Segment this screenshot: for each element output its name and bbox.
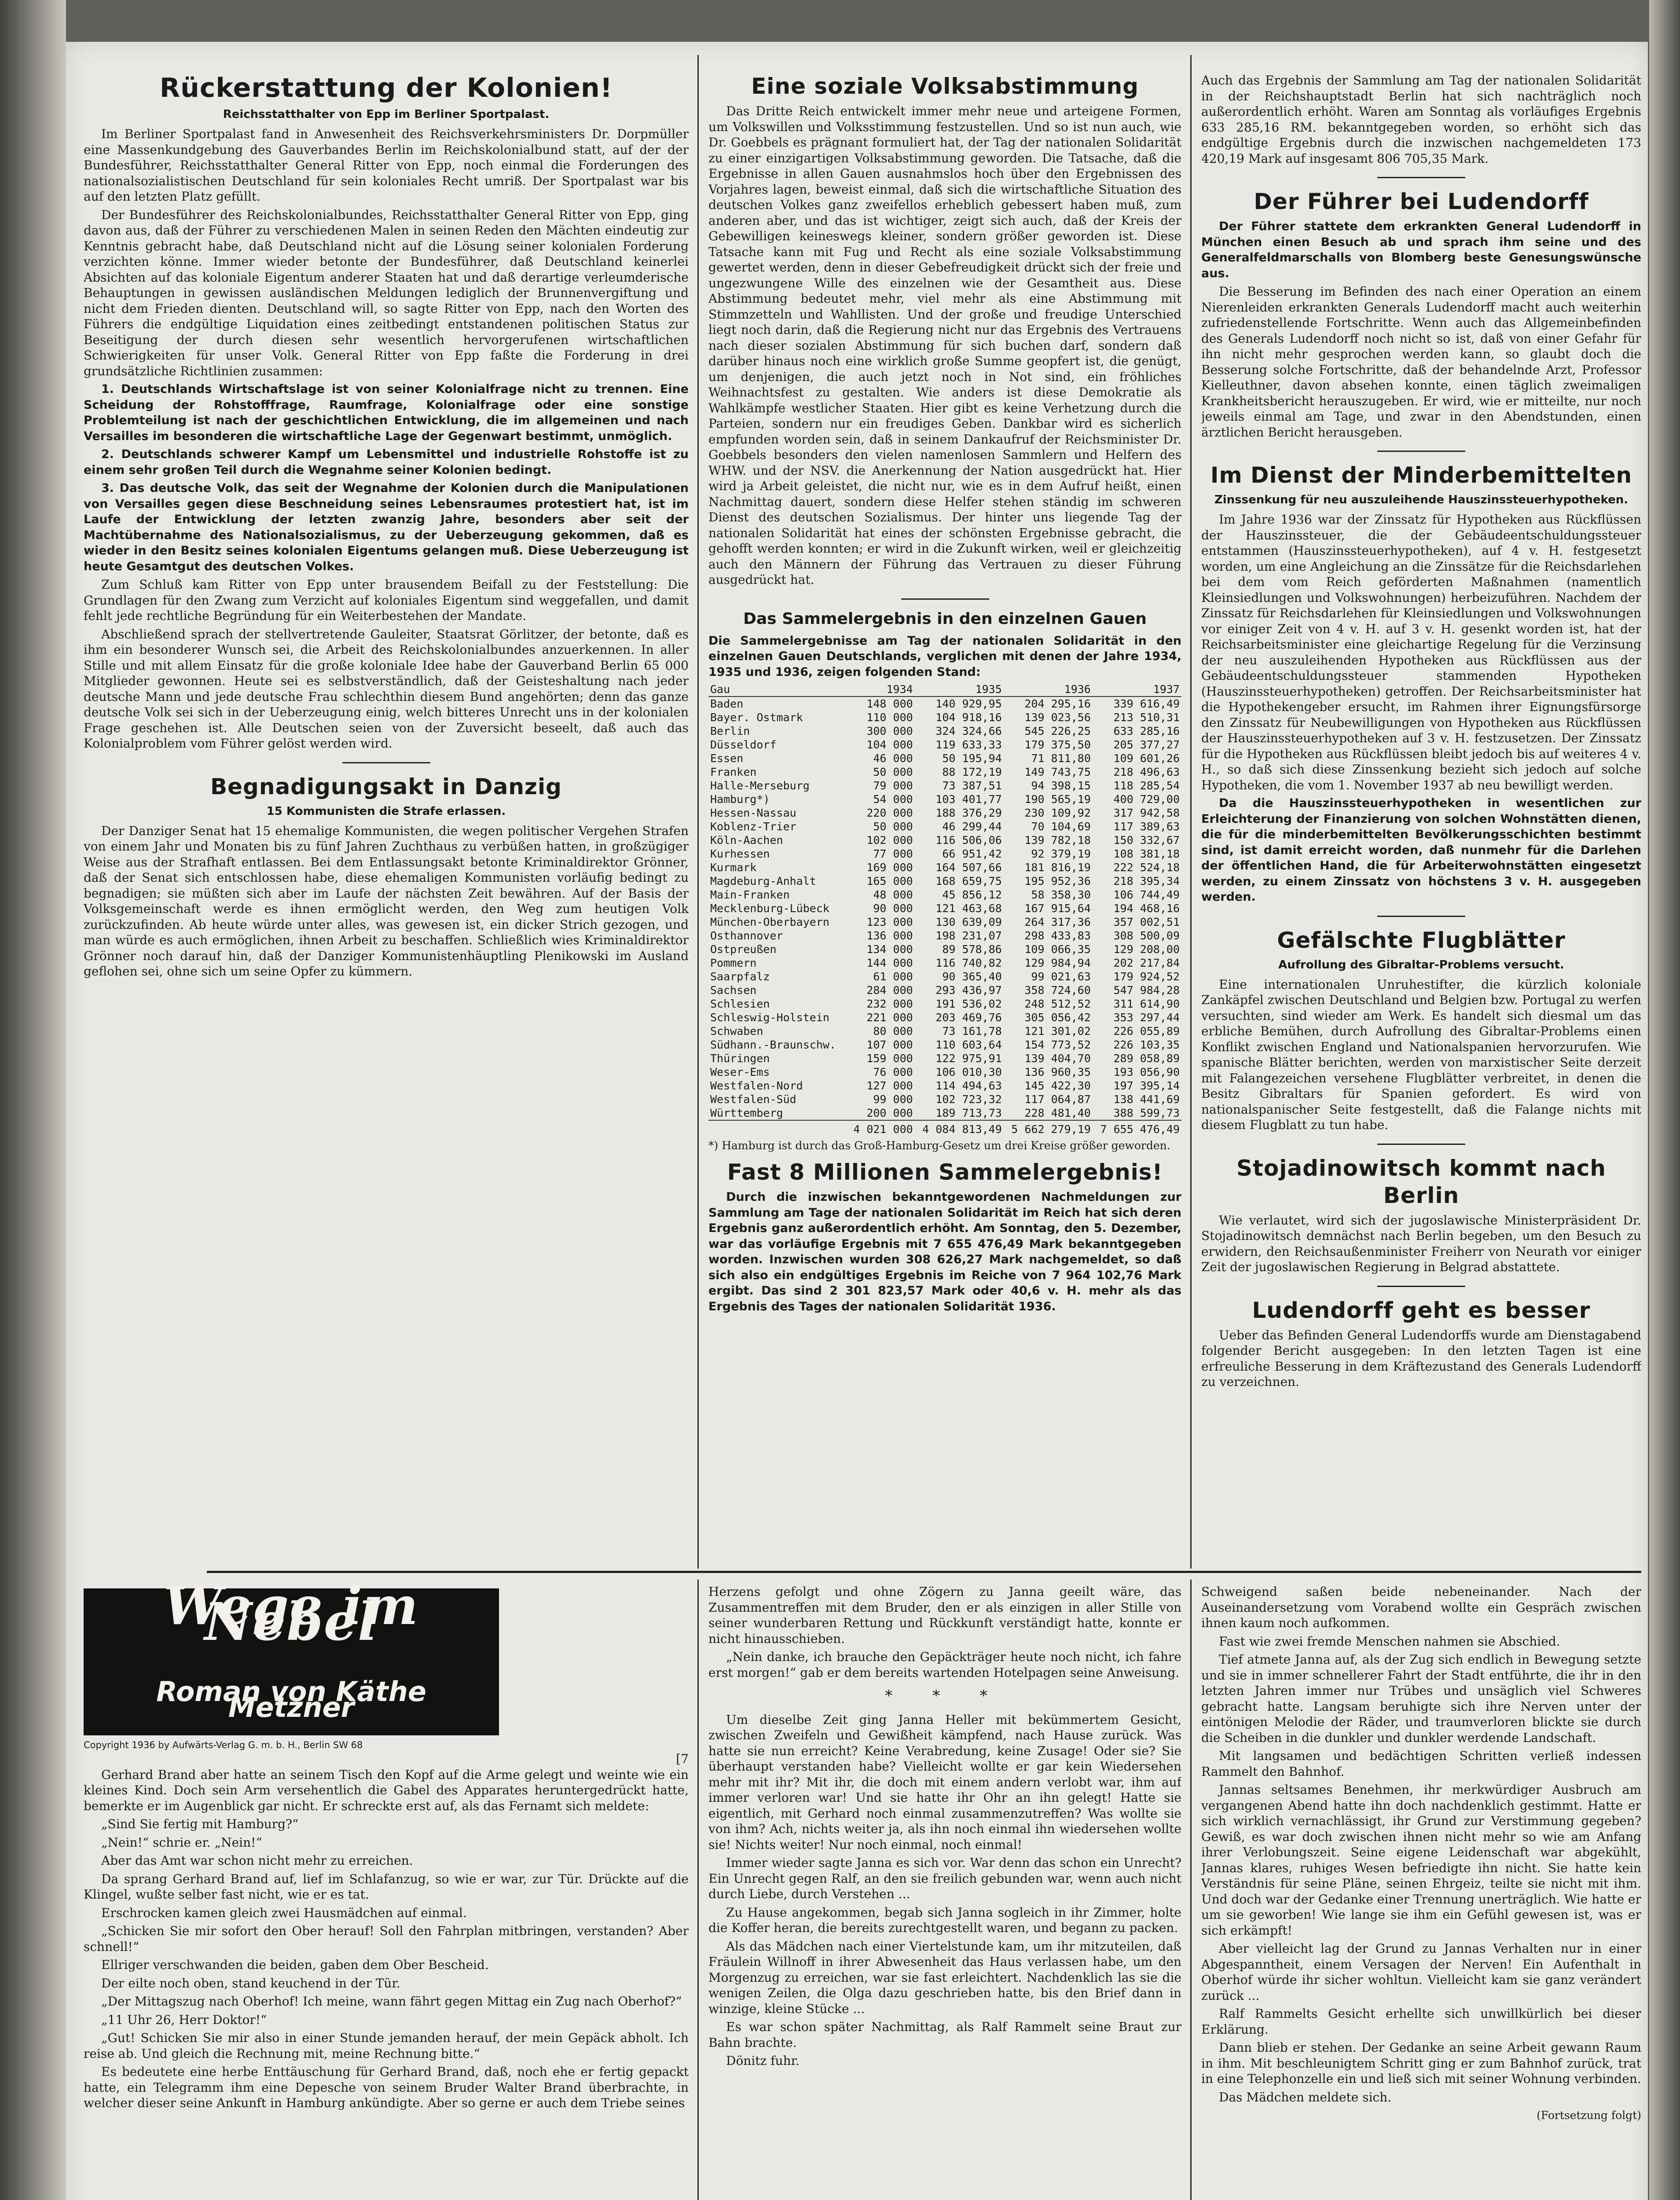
flug-subtitle: Aufrollung des Gibraltar-Problems versucht. bbox=[1278, 958, 1564, 972]
gau-value-cell: 191 536,02 bbox=[935, 997, 1002, 1010]
article-separator bbox=[1377, 177, 1465, 178]
novel-paragraph: Ralf Rammelts Gesicht erhellte sich unwillkürlich bei dieser Erklärung. bbox=[1201, 2006, 1641, 2037]
novel-paragraph: Tief atmete Janna auf, als der Zug sich endlich in Bewegung setzte und sie in immer schnellerer Fahrt der Stadt entführte, die ihr in den letzten Jahren immer nur Trübes und unsäglich viel Schweres gebracht hatte. Langsam beruhigte sich ihre Nerven unter der eintönigen Melodie der Räder, und traumverloren blickte sie durch die Scheiben in die dunkler und dunkler werdende Landschaft. bbox=[1201, 1652, 1641, 1745]
gau-value-cell: 136 960,35 bbox=[1024, 1066, 1091, 1078]
danzig-headline: Begnadigungsakt in Danzig bbox=[210, 774, 562, 799]
table-row bbox=[708, 779, 1181, 792]
gau-value-cell: 159 000 bbox=[866, 1052, 913, 1065]
gau-value-cell: 165 000 bbox=[866, 875, 913, 887]
table-row bbox=[708, 806, 1181, 820]
novel-paragraph: Erschrocken kamen gleich zwei Hausmädchen auf einmal. bbox=[101, 1905, 467, 1920]
novel-paragraph: Es war schon später Nachmittag, als Ralf Rammelt seine Braut zur Bahn brachte. bbox=[708, 2020, 1181, 2050]
novel-paragraph: Der eilte noch oben, stand keuchend in der Tür. bbox=[101, 1976, 400, 1991]
gau-value-cell: 168 659,75 bbox=[935, 875, 1002, 887]
gau-name-cell: Halle-Merseburg bbox=[710, 779, 810, 792]
table-row bbox=[708, 738, 1181, 752]
gau-value-cell: 324 324,66 bbox=[935, 725, 1002, 737]
table-header: 1935 bbox=[915, 682, 1004, 697]
ludendorff-lead: Der Führer stattete dem erkrankten General Ludendorff in München einen Besuch ab und sprach ihm seine und des Generalfeldmarschalls von Blomberg beste Genesungswünsche aus. bbox=[1201, 220, 1641, 280]
gau-value-cell: 79 000 bbox=[873, 779, 913, 792]
colonies-point: 3. Das deutsche Volk, das seit der Wegnahme der Kolonien durch die Manipulationen von Versailles gegen diese Beschneidung seines Lebensraumes protestiert hat, ist im Laufe der Entwicklung der letzten zwanzig Jahre, besonders aber seit der Machtübernahme des Nationalsozialismus, zu der Ueberzeugung gekommen, daß es wieder in den Besitz seines kolonialen Eigentums gelangen muß. Diese Ueberzeugung ist heute Gesamtgut des deutschen Volkes. bbox=[84, 481, 689, 573]
gau-value-cell: 179 375,50 bbox=[1024, 738, 1091, 751]
millions-headline: Fast 8 Millionen Sammelergebnis! bbox=[727, 1159, 1163, 1185]
gau-value-cell: 99 021,63 bbox=[1031, 970, 1091, 983]
novel-title: Wege im Nebel bbox=[163, 1584, 419, 1652]
gau-value-cell: 213 510,31 bbox=[1113, 711, 1180, 724]
gau-value-cell: 220 000 bbox=[866, 807, 913, 819]
gau-name-cell: Kurmark bbox=[710, 861, 757, 874]
gau-value-cell: 109 601,26 bbox=[1113, 752, 1180, 765]
gau-value-cell: 197 395,14 bbox=[1113, 1079, 1180, 1092]
gau-value-cell: 400 729,00 bbox=[1113, 793, 1180, 806]
gau-value-cell: 193 056,90 bbox=[1113, 1066, 1180, 1078]
gau-value-cell: 145 422,30 bbox=[1024, 1079, 1091, 1092]
table-header: 1936 bbox=[1004, 682, 1093, 697]
minder-paragraph: Da die Hauszinssteuerhypotheken in wesentlichen zur Erleichterung der Finanzierung von solchen Wohnstätten dienen, die für die minderbemittelten Bevölkerungsschichten bestimmt sind, ist damit erreicht worden, daß nunmehr für die Darlehen der öffentlichen Hand, die für Arbeiterwohnstätten eingesetzt werden, zu einem Zinssatz von höchstens 3 v. H. ausgegeben werden. bbox=[1201, 796, 1641, 904]
table-row bbox=[708, 1024, 1181, 1038]
table-row bbox=[708, 1093, 1181, 1106]
gau-value-cell: 226 103,35 bbox=[1113, 1038, 1180, 1051]
danzig-subtitle: 15 Kommunisten die Strafe erlassen. bbox=[266, 804, 506, 818]
gau-value-cell: 169 000 bbox=[866, 861, 913, 874]
gau-value-cell: 179 924,52 bbox=[1113, 970, 1180, 983]
minder-headline: Im Dienst der Minderbemittelten bbox=[1210, 462, 1632, 488]
column-rule bbox=[1190, 55, 1192, 1569]
flug-paragraph: Eine internationalen Unruhestifter, die kürzlich koloniale Zankäpfel zwischen Deutschland und Belgien bzw. Portugal zu werfen versuchten, sind wieder am Werk. Es handelt sich diesmal um das erbliche Bemühen, durch Aufrollung des Gibraltar-Problems einen Konflikt zwischen England und Nationalspanien hervorzurufen. Wie spanische Blätter berichten, werden von marxistischer Seite derzeit mit Falangezeichen versehene Flugblätter verbreitet, in denen die Besitz Gibraltars für Spanien gefordert. Es wird von nationalspanischer Seite festgestellt, daß die Falange nichts mit diesem Flugblatt zu tun habe. bbox=[1201, 977, 1641, 1132]
gau-value-cell: 58 358,30 bbox=[1031, 888, 1091, 901]
gau-value-cell: 205 377,27 bbox=[1113, 738, 1180, 751]
table-row bbox=[708, 697, 1181, 711]
gau-value-cell: 164 507,66 bbox=[935, 861, 1002, 874]
table-row bbox=[708, 1079, 1181, 1093]
gau-value-cell: 109 066,35 bbox=[1024, 943, 1091, 956]
millions-paragraph: Auch das Ergebnis der Sammlung am Tag der nationalen Solidarität in der Reichshauptstadt Berlin hat sich nachträglich noch außerordentlich erhöht. Waren am Sonntag als vorläufiges Ergebnis 633 285,16 RM. bekanntgegeben worden, so erhöht sich das endgültige Ergebnis durch die inzwischen nachgemeldeten 173 420,19 Mark auf insgesamt 806 705,35 Mark. bbox=[1201, 73, 1641, 166]
gau-name-cell: Baden bbox=[710, 697, 744, 710]
gau-value-cell: 149 743,75 bbox=[1024, 766, 1091, 778]
novel-paragraph: Schweigend saßen beide nebeneinander. Nach der Auseinandersetzung vom Vorabend wollte ein Gespräch zwischen ihnen kaum noch aufkommen. bbox=[1201, 1584, 1641, 1630]
gau-value-cell: 102 723,32 bbox=[935, 1093, 1002, 1106]
article-separator bbox=[901, 598, 989, 600]
column-2 bbox=[708, 73, 1181, 1564]
gau-name-cell: Südhann.-Braunschw. bbox=[710, 1038, 836, 1051]
gau-value-cell: 121 463,68 bbox=[935, 902, 1002, 915]
gau-value-cell: 358 724,60 bbox=[1024, 984, 1091, 997]
colonies-paragraph: Zum Schluß kam Ritter von Epp unter brausendem Beifall zu der Feststellung: Die Grundlagen für den Zwang zum Verzicht auf koloniales Eigentum sind weggefallen, und damit fehlt jede rechtliche Begründung für ein Weiterbestehen der Mandate. bbox=[84, 577, 689, 623]
gau-value-cell: 76 000 bbox=[873, 1066, 913, 1078]
gau-total-cell: 7 655 476,49 bbox=[1093, 1120, 1181, 1136]
gau-value-cell: 89 578,86 bbox=[942, 943, 1002, 956]
vote-paragraph: Das Dritte Reich entwickelt immer mehr neue und arteigene Formen, um Volkswillen und Volksstimmung festzustellen. Und so ist nun auch, wie Dr. Goebbels es prägnant formuliert hat, der Tag der nationalen Solidarität zu einer einzigartigen Volksabstimmung geworden. Die Tatsache, daß die Ergebnisse in allen Gauen ausnahmslos hoch über den Ergebnissen des Vorjahres lagen, beweist einmal, daß sich die wirtschaftliche Situation des deutschen Volkes ganz zweifellos erheblich gebessert haben muß, zum anderen aber, und das ist wichtiger, zeigt sich auch, daß der Kreis der Gebewilligen keineswegs kleiner, sondern größer geworden ist. Diese Tatsache kann mit Fug und Recht als eine soziale Volksabstimmung gewertet werden, denn in dieser Gebefreudigkeit drückt sich der freie und ungezwungene Wille des einzelnen wie der Gesamtheit aus. Diese Abstimmung bedeutet mehr, viel mehr als eine Abstimmung mit Stimmzetteln und Wahllisten. Und der große und freudige Unterschied liegt noch darin, daß die Regierung nicht nur das Ergebnis des Vertrauens nach dieser sozialen Abstimmung für sich buchen darf, sondern daß darüber hinaus noch eine wirklich große Summe geopfert ist, die genügt, um denjenigen, die auch jetzt noch in Not sind, ein fröhliches Weihnachtsfest zu gestalten. Wie anders ist diese Demokratie als Wahlkämpfe westlicher Staaten. Hier gibt es keine Verhetzung durch die Parteien, sondern nur ein freudiges Geben. Dankbar wird es sicherlich empfunden worden sein, daß in seinem Dankaufruf der Reichsminister Dr. Goebbels besonders den vielen namenlosen Sammlern und Helfern des WHW. und der NSV. die Anerkennung der Nation ausgedrückt hat. Hier wird ja Arbeit geleistet, die nicht nur, wie es in dem Aufruf heißt, einen Nachmittag dauert, sondern diese Helfer stehen ständig im schweren Dienst des deutschen Sozialismus. Der hinter uns liegende Tag der nationalen Solidarität hat eines der schönsten Ergebnisse gebracht, die gehofft werden konnten; er wird in die Zukunft wirken, weil er gleichzeitig auch den Männern der Führung das Vertrauen zu dieser Führung ausgedrückt hat. bbox=[708, 104, 1181, 587]
column-rule bbox=[1190, 1580, 1192, 2200]
column-rule bbox=[697, 1580, 699, 2200]
novel-paragraph: Um dieselbe Zeit ging Janna Heller mit bekümmertem Gesicht, zwischen Zweifeln und Gewißheit kämpfend, nach Hause zurück. Was hatte sie nun erreicht? Keine Verabredung, keine Zusage! Oder sie? Sie überhaupt verstanden habe? Vielleicht wollte er gar kein Wiedersehen mehr mit ihr? Mit ihr, die doch mit einem andern verlobt war, ihm auf immer verloren war! Und sie hatte ihr Ohr an ihn gelegt! Hatte sie eigentlich, mit Gerhard noch einmal zusammenzutreffen? Was wollte sie von ihm? Ach, nichts weiter ja, als ihn noch einmal ihn wiedersehen wollte sie! Nichts weiter! Nur noch einmal, noch einmal! bbox=[708, 1712, 1181, 1852]
novel-paragraph: „Der Mittagszug nach Oberhof! Ich meine, wann fährt gegen Mittag ein Zug nach Oberhof?“ bbox=[101, 1994, 682, 2009]
gau-value-cell: 123 000 bbox=[866, 916, 913, 928]
gau-name-cell: Weser-Ems bbox=[710, 1066, 770, 1078]
gau-value-cell: 388 599,73 bbox=[1113, 1107, 1180, 1119]
novel-paragraph: Es bedeutete eine herbe Enttäuschung für Gerhard Brand, daß, noch ehe er fertig gepackt hatte, ein Telegramm ihm eine Depesche von seinem Bruder Walter Brand überbrachte, in welcher dieser seine Ankunft in Hamburg ankündigte. Aber so gerne er auch dem Triebe seines bbox=[84, 2064, 689, 2110]
gau-value-cell: 248 512,52 bbox=[1024, 997, 1091, 1010]
table-row bbox=[708, 1065, 1181, 1079]
gau-value-cell: 218 496,63 bbox=[1113, 766, 1180, 778]
gau-value-cell: 117 389,63 bbox=[1113, 820, 1180, 833]
novel-paragraph: Jannas seltsames Benehmen, ihr merkwürdiger Ausbruch am vergangenen Abend hatte ihn doch nachdenklich gestimmt. Hatte er sich wirklich vernachlässigt, ihr Grund zur Verstimmung gegeben? Gewiß, es war doch zwischen ihnen nicht mehr so wie am Anfang ihrer Verlobungszeit. Seine eigene Leidenschaft war abgekühlt, Jannas klares, ruhiges Wesen befriedigte ihn nicht. Sie hatte kein Verständnis für seine Pläne, seinen Ehrgeiz, teilte sie nicht mit ihm. Und doch war der Gedanke einer Trennung unerträglich. Wie hatte er um sie geworben! Wie lange sie ihm ein Gefühl gewesen ist, was er sich erkämpft! bbox=[1201, 1782, 1641, 1938]
table-row bbox=[708, 792, 1181, 806]
stoja-headline: Stojadinowitsch kommt nach Berlin bbox=[1236, 1155, 1606, 1208]
novel-paragraph: Immer wieder sagte Janna es sich vor. War denn das schon ein Unrecht? Ein Unrecht gegen Ralf, an den sie freilich gebunden war, wenn auch nicht durch Liebe, durch Verstehen ... bbox=[708, 1855, 1181, 1901]
gau-value-cell: 130 639,09 bbox=[935, 916, 1002, 928]
table-row bbox=[708, 888, 1181, 902]
gau-value-cell: 127 000 bbox=[866, 1079, 913, 1092]
table-row bbox=[708, 983, 1181, 997]
table-row bbox=[708, 1038, 1181, 1052]
novel-paragraph: Mit langsamen und bedächtigen Schritten verließ indessen Rammelt den Bahnhof. bbox=[1201, 1749, 1641, 1779]
gau-value-cell: 226 055,89 bbox=[1113, 1025, 1180, 1038]
gau-name-cell: Thüringen bbox=[710, 1052, 770, 1065]
gau-value-cell: 90 000 bbox=[873, 902, 913, 915]
novel-author: Roman von Käthe Metzner bbox=[156, 1676, 426, 1723]
novel-paragraph: Aber vielleicht lag der Grund zu Jannas Verhalten nur in einer Abgespanntheit, einem Versagen der Nerven! Ein Aufenthalt in Oberhof würde ihr sicher wohltun. Vielleicht kam sie ganz verändert zurück ... bbox=[1201, 1941, 1641, 2003]
gau-value-cell: 308 500,09 bbox=[1113, 929, 1180, 942]
table-row bbox=[708, 942, 1181, 956]
gau-value-cell: 110 000 bbox=[866, 711, 913, 724]
novel-column-3 bbox=[1201, 1584, 1641, 2200]
gau-value-cell: 116 740,82 bbox=[935, 957, 1002, 969]
table-header-row bbox=[708, 682, 1181, 697]
gau-value-cell: 70 104,69 bbox=[1031, 820, 1091, 833]
colonies-point: 2. Deutschlands schwerer Kampf um Lebensmittel und industrielle Rohstoffe ist zu einem sehr großen Teil durch die Wegnahme seiner Kolonien bedingt. bbox=[84, 447, 689, 477]
gau-name-cell: Schlesien bbox=[710, 997, 770, 1010]
gau-value-cell: 71 811,80 bbox=[1031, 752, 1091, 765]
novel-column-1 bbox=[84, 1584, 689, 2200]
gau-value-cell: 311 614,90 bbox=[1113, 997, 1180, 1010]
novel-paragraph: Da sprang Gerhard Brand auf, lief im Schlafanzug, so wie er war, zur Tür. Drückte auf die Klingel, wußte selber fast nicht, wie er es tat. bbox=[84, 1871, 689, 1902]
scan-edge-right bbox=[1649, 0, 1680, 2200]
gau-name-cell: Magdeburg-Anhalt bbox=[710, 875, 816, 887]
table-row bbox=[708, 956, 1181, 970]
article-separator bbox=[1377, 916, 1465, 917]
gau-name-cell: Ostpreußen bbox=[710, 943, 777, 956]
table-header: 1937 bbox=[1093, 682, 1181, 697]
gau-value-cell: 547 984,28 bbox=[1113, 984, 1180, 997]
gaue-footnote: *) Hamburg ist durch das Groß-Hamburg-Gesetz um drei Kreise größer geworden. bbox=[708, 1139, 1170, 1152]
novel-paragraph: Das Mädchen meldete sich. bbox=[1219, 2090, 1392, 2105]
gau-value-cell: 118 285,54 bbox=[1113, 779, 1180, 792]
gau-value-cell: 136 000 bbox=[866, 929, 913, 942]
gau-value-cell: 200 000 bbox=[866, 1107, 913, 1119]
gau-value-cell: 66 951,42 bbox=[942, 847, 1002, 860]
besser-headline: Ludendorff geht es besser bbox=[1252, 1297, 1591, 1323]
gau-value-cell: 80 000 bbox=[873, 1025, 913, 1038]
gau-value-cell: 73 161,78 bbox=[942, 1025, 1002, 1038]
novel-paragraph: Zu Hause angekommen, begab sich Janna sogleich in ihr Zimmer, holte die Koffer heran, die bereits zurechtgestellt waren, und begann zu packen. bbox=[708, 1905, 1181, 1935]
gau-name-cell: Saarpfalz bbox=[710, 970, 770, 983]
gau-name-cell: Köln-Aachen bbox=[710, 834, 783, 847]
table-row bbox=[708, 970, 1181, 983]
continued-note: (Fortsetzung folgt) bbox=[1537, 2109, 1641, 2122]
gau-value-cell: 99 000 bbox=[873, 1093, 913, 1106]
gau-value-cell: 94 398,15 bbox=[1031, 779, 1091, 792]
gau-value-cell: 139 404,70 bbox=[1024, 1052, 1091, 1065]
gau-value-cell: 106 010,30 bbox=[935, 1066, 1002, 1078]
gau-value-cell: 298 433,83 bbox=[1024, 929, 1091, 942]
novel-paragraph: „Nein danke, ich brauche den Gepäckträger heute noch nicht, ich fahre erst morgen!“ gab er dem bereits wartenden Hotelpagen seine Anweisung. bbox=[708, 1650, 1181, 1680]
novel-paragraph: Herzens gefolgt und ohne Zögern zu Janna geeilt wäre, das Zusammentreffen mit dem Bruder, den er als einzigen in aller Stille von seiner wunderbaren Rettung und Rückkunft verständigt hatte, konnte er nicht hinausschieben. bbox=[708, 1584, 1181, 1646]
besser-paragraph: Ueber das Befinden General Ludendorffs wurde am Dienstagabend folgender Bericht ausgegeben: In den letzten Tagen ist eine erfreuliche Besserung in dem Kräftezustand des Generals Ludendorff zu verzeichnen. bbox=[1201, 1327, 1641, 1389]
gau-value-cell: 144 000 bbox=[866, 957, 913, 969]
table-row bbox=[708, 752, 1181, 765]
table-row bbox=[708, 874, 1181, 888]
gau-value-cell: 108 381,18 bbox=[1113, 847, 1180, 860]
gau-value-cell: 139 782,18 bbox=[1024, 834, 1091, 847]
gau-value-cell: 189 713,73 bbox=[935, 1107, 1002, 1119]
gau-value-cell: 45 856,12 bbox=[942, 888, 1002, 901]
gau-name-cell: Sachsen bbox=[710, 984, 757, 997]
novel-paragraph: Ellriger verschwanden die beiden, gaben dem Ober Bescheid. bbox=[101, 1958, 489, 1972]
gau-value-cell: 102 000 bbox=[866, 834, 913, 847]
gau-value-cell: 357 002,51 bbox=[1113, 916, 1180, 928]
gau-value-cell: 104 000 bbox=[866, 738, 913, 751]
gau-name-cell: Franken bbox=[710, 766, 757, 778]
gau-value-cell: 90 365,40 bbox=[942, 970, 1002, 983]
gau-value-cell: 228 481,40 bbox=[1024, 1107, 1091, 1119]
gau-name-cell: Bayer. Ostmark bbox=[710, 711, 803, 724]
stoja-paragraph: Wie verlautet, wird sich der jugoslawische Ministerpräsident Dr. Stojadinowitsch demnächst nach Berlin begeben, um den Besuch zu erwidern, den Reichsaußenminister Freiherr von Neurath vor einiger Zeit der jugoslawischen Regierung in Belgrad abstattete. bbox=[1201, 1213, 1641, 1274]
novel-column-2 bbox=[708, 1584, 1181, 2200]
gau-value-cell: 293 436,97 bbox=[935, 984, 1002, 997]
millions-paragraph: Durch die inzwischen bekanntgewordenen Nachmeldungen zur Sammlung am Tage der nationalen Solidarität im Reich hat sich deren Ergebnis ganz außerordentlich erhöht. Am Sonntag, den 5. Dezember, war das vorläufige Ergebnis mit 7 655 476,49 Mark bekanntgegeben worden. Inzwischen wurden 308 626,27 Mark nachgemeldet, so daß sich also ein endgültiges Ergebnis im Reiche von 7 964 102,76 Mark ergibt. Das sind 2 301 823,57 Mark oder 40,6 v. H. mehr als das Ergebnis des Tages der nationalen Solidarität 1936. bbox=[708, 1190, 1181, 1313]
gau-value-cell: 353 297,44 bbox=[1113, 1011, 1180, 1024]
gau-value-cell: 167 915,64 bbox=[1024, 902, 1091, 915]
gau-value-cell: 317 942,58 bbox=[1113, 807, 1180, 819]
gau-value-cell: 46 299,44 bbox=[942, 820, 1002, 833]
article-separator bbox=[1377, 451, 1465, 452]
gau-name-cell: Osthannover bbox=[710, 929, 783, 942]
gau-value-cell: 129 984,94 bbox=[1024, 957, 1091, 969]
gau-value-cell: 284 000 bbox=[866, 984, 913, 997]
gau-value-cell: 114 494,63 bbox=[935, 1079, 1002, 1092]
novel-paragraph: „Gut! Schicken Sie mir also in einer Stunde jemanden herauf, der mein Gepäck abholt. Ich reise ab. Und gleich die Rechnung mit, meine Rechnung bitte.“ bbox=[84, 2031, 689, 2061]
gau-value-cell: 50 000 bbox=[873, 766, 913, 778]
gaue-table-body bbox=[708, 697, 1181, 1136]
table-row bbox=[708, 765, 1181, 779]
gau-value-cell: 203 469,76 bbox=[935, 1011, 1002, 1024]
colonies-headline: Rückerstattung der Kolonien! bbox=[159, 73, 613, 103]
gaue-intro: Die Sammelergebnisse am Tag der nationalen Solidarität in den einzelnen Gauen Deutschlands, verglichen mit denen der Jahre 1934, 1935 und 1936, zeigen folgenden Stand: bbox=[708, 634, 1181, 679]
table-row bbox=[708, 1106, 1181, 1120]
table-header: 1934 bbox=[847, 682, 915, 697]
danzig-paragraph: Der Danziger Senat hat 15 ehemalige Kommunisten, die wegen politischer Vergehen Strafen von einem Jahr und Monaten bis zu fünf Jahren Zuchthaus zu verbüßen hatten, in großzügiger Weise aus der Strafhaft entlassen. Bei dem Entlassungsakt betonte Kriminaldirektor Grönner, daß der Senat sich entschlossen habe, diese ehemaligen Kommunisten vorläufig bedingt zu begnadigen; sie müßten sich aber im Laufe der nächsten Zeit bewähren. Auf der Basis der Volksgemeinschaft werde es ihnen ermöglicht werden, den Weg zum heutigen Volk zurückzufinden. Ab heute würde unter alles, was gewesen ist, ein dicker Strich gezogen, und man würde es auch ermöglichen, ihnen Arbeit zu beschaffen. Schließlich wies Kriminaldirektor Grönner noch darauf hin, daß der Danziger Kommunistenhäuptling Plenikowski im Ausland geflohen sei, ohne sich um seine Opfer zu kümmern. bbox=[84, 823, 689, 979]
section-divider bbox=[207, 1571, 1641, 1573]
colonies-paragraph: Im Berliner Sportpalast fand in Anwesenheit des Reichsverkehrsministers Dr. Dorpmüller eine Massenkundgebung des Gauverbandes Berlin im Reichskolonialbund statt, auf der der Bundesführer, Reichsstatthalter General Ritter von Epp, noch einmal die Forderungen des nationalsozialistischen Deutschland für sein koloniales Recht umriß. Der Sportpalast war bis auf den letzten Platz gefüllt. bbox=[84, 127, 689, 204]
novel-paragraph: Aber das Amt war schon nicht mehr zu erreichen. bbox=[101, 1853, 413, 1868]
gau-value-cell: 202 217,84 bbox=[1113, 957, 1180, 969]
gau-value-cell: 230 109,92 bbox=[1024, 807, 1091, 819]
gau-name-cell: Düsseldorf bbox=[710, 738, 777, 751]
gau-name-cell: Berlin bbox=[710, 725, 750, 737]
column-rule bbox=[697, 55, 699, 1569]
gau-value-cell: 188 376,29 bbox=[935, 807, 1002, 819]
gau-value-cell: 138 441,69 bbox=[1113, 1093, 1180, 1106]
column-3 bbox=[1201, 73, 1641, 1564]
column-1 bbox=[84, 73, 689, 1564]
ludendorff-headline: Der Führer bei Ludendorff bbox=[1254, 189, 1589, 214]
gau-value-cell: 181 816,19 bbox=[1024, 861, 1091, 874]
gau-name-cell: Mecklenburg-Lübeck bbox=[710, 902, 829, 915]
gaue-headline: Das Sammelergebnis in den einzelnen Gauen bbox=[743, 609, 1147, 628]
newspaper-page bbox=[66, 42, 1648, 2200]
gau-total-cell: 5 662 279,19 bbox=[1004, 1120, 1093, 1136]
gau-value-cell: 194 468,16 bbox=[1113, 902, 1180, 915]
novel-paragraph: „Schicken Sie mir sofort den Ober herauf! Soll den Fahrplan mitbringen, verstanden? Aber schnell!“ bbox=[84, 1924, 689, 1954]
gau-name-cell: Hessen-Nassau bbox=[710, 807, 796, 819]
gau-value-cell: 73 387,51 bbox=[942, 779, 1002, 792]
gau-value-cell: 61 000 bbox=[873, 970, 913, 983]
gau-value-cell: 54 000 bbox=[873, 793, 913, 806]
gau-value-cell: 48 000 bbox=[873, 888, 913, 901]
gau-value-cell: 119 633,33 bbox=[935, 738, 1002, 751]
gau-value-cell: 106 744,49 bbox=[1113, 888, 1180, 901]
gau-name-cell: Kurhessen bbox=[710, 847, 770, 860]
novel-paragraph: „11 Uhr 26, Herr Doktor!“ bbox=[101, 2012, 267, 2027]
gau-name-cell: München-Oberbayern bbox=[710, 916, 829, 928]
table-row bbox=[708, 997, 1181, 1011]
gau-value-cell: 103 401,77 bbox=[935, 793, 1002, 806]
gau-value-cell: 140 929,95 bbox=[935, 697, 1002, 710]
gau-name-cell: Westfalen-Süd bbox=[710, 1093, 796, 1106]
novel-paragraph: „Nein!“ schrie er. „Nein!“ bbox=[101, 1835, 262, 1850]
colonies-paragraph: Abschließend sprach der stellvertretende Gauleiter, Staatsrat Görlitzer, der betonte, daß es ihm ein besonderer Wunsch sei, die Arbeit des Reichskolonialbundes anzuerkennen. In aller Stille und mit allem Einsatz für die große koloniale Idee habe der Gauverband Berlin 65 000 Mitglieder gewonnen. Heute sei es selbstverständlich, daß der Geisteshaltung nach jeder deutsche Mann und jede deutsche Frau schlechthin diesem Bund angehörten; denn das ganze deutsche Volk sei sich in der Ueberzeugung einig, welch bitteres Unrecht uns in der kolonialen Frage geschehen ist. Alle Deutschen seien von der Zuversicht beseelt, daß auch das Kolonialproblem vom Führer gelöst werden wird. bbox=[84, 627, 689, 751]
gau-value-cell: 88 172,19 bbox=[942, 766, 1002, 778]
gau-value-cell: 117 064,87 bbox=[1024, 1093, 1091, 1106]
gau-value-cell: 129 208,00 bbox=[1113, 943, 1180, 956]
table-row bbox=[708, 861, 1181, 874]
gau-total-cell: 4 084 813,49 bbox=[915, 1120, 1004, 1136]
colonies-point: 1. Deutschlands Wirtschaftslage ist von seiner Kolonialfrage nicht zu trennen. Eine Scheidung der Rohstofffrage, Raumfrage, Kolonialfrage oder eine sonstige Problemteilung ist nach der geschichtlichen Entwicklung, die im allgemeinen und nach Versailles im besonderen die wirtschaftliche Lage der Gegenwart bestimmt, unmöglich. bbox=[84, 382, 689, 443]
article-separator bbox=[1377, 1144, 1465, 1145]
table-row bbox=[708, 724, 1181, 738]
gau-value-cell: 92 379,19 bbox=[1031, 847, 1091, 860]
gau-name-cell: Schwaben bbox=[710, 1025, 763, 1038]
scan-edge-left bbox=[0, 0, 66, 2200]
gau-value-cell: 154 773,52 bbox=[1024, 1038, 1091, 1051]
scene-break: * * * bbox=[885, 1687, 1005, 1705]
gau-value-cell: 545 226,25 bbox=[1024, 725, 1091, 737]
gau-value-cell: 232 000 bbox=[866, 997, 913, 1010]
gau-name-cell: Schleswig-Holstein bbox=[710, 1011, 829, 1024]
table-total-row bbox=[708, 1120, 1181, 1136]
table-row bbox=[708, 833, 1181, 847]
gau-value-cell: 305 056,42 bbox=[1024, 1011, 1091, 1024]
novel-title-banner bbox=[84, 1584, 499, 1735]
gau-value-cell: 218 395,34 bbox=[1113, 875, 1180, 887]
colonies-subtitle: Reichsstatthalter von Epp im Berliner Sportpalast. bbox=[223, 108, 550, 121]
gau-value-cell: 148 000 bbox=[866, 697, 913, 710]
gau-name-cell: Essen bbox=[710, 752, 744, 765]
gau-value-cell: 204 295,16 bbox=[1024, 697, 1091, 710]
gau-value-cell: 77 000 bbox=[873, 847, 913, 860]
gau-value-cell: 300 000 bbox=[866, 725, 913, 737]
gau-value-cell: 190 565,19 bbox=[1024, 793, 1091, 806]
gau-value-cell: 289 058,89 bbox=[1113, 1052, 1180, 1065]
gau-value-cell: 264 317,36 bbox=[1024, 916, 1091, 928]
gau-value-cell: 139 023,56 bbox=[1024, 711, 1091, 724]
novel-paragraph: Fast wie zwei fremde Menschen nahmen sie Abschied. bbox=[1219, 1634, 1560, 1649]
gau-value-cell: 150 332,67 bbox=[1113, 834, 1180, 847]
table-row bbox=[708, 902, 1181, 915]
gau-value-cell: 110 603,64 bbox=[935, 1038, 1002, 1051]
gau-value-cell: 195 952,36 bbox=[1024, 875, 1091, 887]
gau-value-cell: 221 000 bbox=[866, 1011, 913, 1024]
novel-paragraph: Als das Mädchen nach einer Viertelstunde kam, um ihr mitzuteilen, daß Fräulein Willnoff in ihrer Abwesenheit das Haus verlassen habe, um den Morgenzug zu erreichen, war sie fast erleichtert. Nachdenklich las sie die wenigen Zeilen, die Olga dazu geschrieben hatte, bis den Brief dann in winzige, kleine Stücke ... bbox=[708, 1939, 1181, 2016]
gau-value-cell: 339 616,49 bbox=[1113, 697, 1180, 710]
gau-total-cell bbox=[708, 1120, 847, 1136]
article-separator bbox=[342, 762, 430, 763]
novel-chapter-number: [7 bbox=[676, 1752, 689, 1766]
novel-paragraph: Dönitz fuhr. bbox=[726, 2053, 800, 2068]
novel-paragraph: „Sind Sie fertig mit Hamburg?“ bbox=[101, 1817, 299, 1831]
gau-name-cell: Hamburg*) bbox=[710, 793, 770, 806]
gau-name-cell: Württemberg bbox=[710, 1107, 783, 1119]
gau-value-cell: 46 000 bbox=[873, 752, 913, 765]
gau-value-cell: 121 301,02 bbox=[1024, 1025, 1091, 1038]
table-header: Gau bbox=[708, 682, 847, 697]
gau-value-cell: 198 231,07 bbox=[935, 929, 1002, 942]
table-row bbox=[708, 847, 1181, 861]
novel-paragraph: Gerhard Brand aber hatte an seinem Tisch den Kopf auf die Arme gelegt und weinte wie ein kleines Kind. Doch sein Arm versehentlich die Gabel des Apparates heruntergedrückt hatte, bemerkte er im Augenblick gar nicht. Er schreckte erst auf, als das Fernamt sich meldete: bbox=[84, 1767, 689, 1813]
table-row bbox=[708, 1052, 1181, 1065]
article-separator bbox=[1377, 1286, 1465, 1287]
gau-total-cell: 4 021 000 bbox=[847, 1120, 915, 1136]
gau-value-cell: 134 000 bbox=[866, 943, 913, 956]
novel-copyright: Copyright 1936 by Aufwärts-Verlag G. m. b. H., Berlin SW 68 bbox=[84, 1740, 363, 1750]
gau-name-cell: Koblenz-Trier bbox=[710, 820, 796, 833]
vote-headline: Eine soziale Volksabstimmung bbox=[751, 73, 1139, 99]
gau-value-cell: 104 918,16 bbox=[935, 711, 1002, 724]
ludendorff-paragraph: Die Besserung im Befinden des nach einer Operation an einem Nierenleiden erkrankten Generals Ludendorff macht auch weiterhin zufriedenstellende Fortschritte. Wenn auch das Allgemeinbefinden des Generals Ludendorff noch nicht so ist, daß von einer Gefahr für ihn nicht mehr gesprochen werden kann, so glaubt doch die Besserung solche Fortschritte, daß der behandelnde Arzt, Professor Kielleuthner, davon absehen konnte, einen täglich zweimaligen Krankheitsbericht herauszugeben. Er wird, wie er mitteilte, nur noch jeweils einmal am Tage, und zwar in den Abendstunden, einen ärztlichen Bericht herausgeben. bbox=[1201, 284, 1641, 440]
novel-paragraph: Dann blieb er stehen. Der Gedanke an seine Arbeit gewann Raum in ihm. Mit beschleunigtem Schritt ging er zum Bahnhof zurück, trat in eine Telephonzelle ein und ließ sich mit seiner Wohnung verbinden. bbox=[1201, 2040, 1641, 2086]
gau-value-cell: 50 000 bbox=[873, 820, 913, 833]
gaue-table bbox=[708, 682, 1181, 1136]
minder-subtitle: Zinssenkung für neu auszuleihende Hauszinssteuerhypotheken. bbox=[1214, 493, 1629, 506]
minder-paragraph: Im Jahre 1936 war der Zinssatz für Hypotheken aus Rückflüssen der Hauszinssteuer, die der Gebäudeentschuldungssteuer entstammen (Hauszinssteuerhypotheken), auf 4 v. H. festgesetzt worden, um eine Angleichung an die Zinssätze für die Reichsdarlehen bei dem vom Reich geförderten Maßnahmen (namentlich Kleinsiedlungen und Volkswohnungen) herbeizuführen. Nachdem der Zinssatz für Reichsdarlehen für Kleinsiedlungen und Volkswohnungen vor einiger Zeit von 4 v. H. auf 3 v. H. gesenkt worden ist, hat der Reichsarbeitsminister eine gleichartige Regelung für die Verzinsung der neu auszuleihenden Hypotheken aus Rückflüssen aus der Gebäudeentschuldungssteuer stammenden Hypotheken (Hauszinssteuerhypotheken) getroffen. Der Reichsarbeitsminister hat die Hypothekengeber ersucht, im Rahmen ihrer Eignungsfürsorge den Zinssatz für Neubewilligungen von Hypotheken aus Rückflüssen der Hauszinssteuerhypotheken auf 3 v. H. festzusetzen. Der Zinssatz für die Hypotheken aus Rückflüssen bleibt jedoch bis auf weiteres 4 v. H., so daß sich diese Zinssenkung bezieht sich jedoch auf solche Hypotheken, die vom 1. November 1937 ab neu bewilligt werden. bbox=[1201, 512, 1641, 792]
gau-value-cell: 50 195,94 bbox=[942, 752, 1002, 765]
table-row bbox=[708, 711, 1181, 724]
gau-value-cell: 633 285,16 bbox=[1113, 725, 1180, 737]
table-row bbox=[708, 915, 1181, 929]
gau-name-cell: Pommern bbox=[710, 957, 757, 969]
flug-headline: Gefälschte Flugblätter bbox=[1277, 927, 1566, 953]
gau-value-cell: 222 524,18 bbox=[1113, 861, 1180, 874]
gau-value-cell: 122 975,91 bbox=[935, 1052, 1002, 1065]
table-row bbox=[708, 820, 1181, 833]
table-row bbox=[708, 929, 1181, 942]
table-row bbox=[708, 1011, 1181, 1024]
gau-name-cell: Westfalen-Nord bbox=[710, 1079, 803, 1092]
gau-value-cell: 116 506,06 bbox=[935, 834, 1002, 847]
gau-name-cell: Main-Franken bbox=[710, 888, 790, 901]
gau-value-cell: 107 000 bbox=[866, 1038, 913, 1051]
colonies-paragraph: Der Bundesführer des Reichskolonialbundes, Reichsstatthalter General Ritter von Epp, ging davon aus, daß der Führer zu verschiedenen Malen in seinen Reden den Mächten eindeutig zur Kenntnis gebracht habe, daß Deutschland nicht auf die Lösung seiner kolonialen Forderung verzichten könne. Immer wieder betonte der Bundesführer, daß Deutschland keinerlei Absichten auf das koloniale Eigentum anderer Staaten hat und daß derartige verleumderische Behauptungen in gewissen ausländischen Meldungen lediglich der Brunnenvergiftung und nicht dem Frieden dienten. Deutschland will, so sagte Ritter von Epp, nach den Worten des Führers die endgültige Liquidation eines zeitbedingt entstandenen politischen Status zur Beseitigung der durch diesen sehr wesentlich hervorgerufenen wirtschaftlichen Schwierigkeiten für unser Volk. General Ritter von Epp faßte die Forderung in drei grundsätzliche Richtlinien zusammen: bbox=[84, 207, 689, 378]
